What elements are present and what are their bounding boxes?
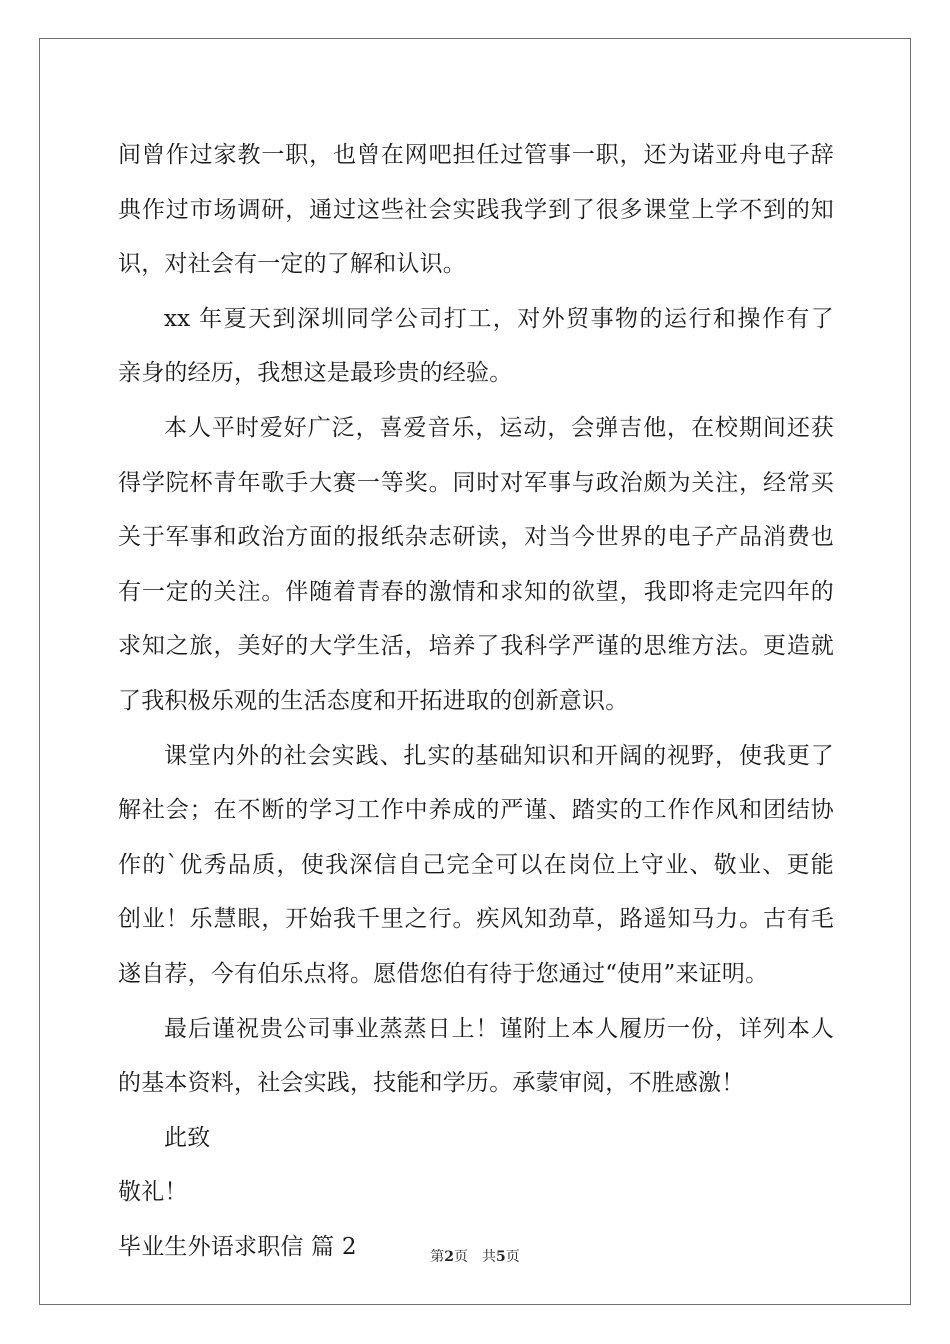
text-line: 关于军事和政治方面的报纸杂志研读，对当今世界的电子产品消费也 xyxy=(118,524,834,551)
text-line: 识，对社会有一定的了解和认识。 xyxy=(118,251,466,278)
paragraph xyxy=(118,401,834,729)
footer-total-prefix: 共 xyxy=(482,1249,496,1265)
text-line: 作的`优秀品质，使我深信自己完全可以在岗位上守业、敬业、更能 xyxy=(118,851,834,878)
text-line: 间曾作过家教一职，也曾在网吧担任过管事一职，还为诺亚舟电子辞 xyxy=(118,142,834,168)
text-line: 典作过市场调研，通过这些社会实践我学到了很多课堂上学不到的知 xyxy=(118,196,834,223)
text-line: 的基本资料，社会实践，技能和学历。承蒙审阅，不胜感激！ xyxy=(118,1070,745,1097)
paragraph xyxy=(118,1165,834,1220)
text-line: 课堂内外的社会实践、扎实的基础知识和开阔的视野，使我更了 xyxy=(164,742,834,769)
footer-prefix: 第 xyxy=(430,1249,445,1265)
text-line: xx 年夏天到深圳同学公司打工，对外贸事物的运行和操作有了 xyxy=(164,305,834,332)
footer-total-suffix: 页 xyxy=(505,1249,520,1265)
text-line: 遂自荐，今有伯乐点将。愿借您伯有待于您通过“使用”来证明。 xyxy=(118,960,769,987)
paragraph xyxy=(118,128,834,292)
footer-page-number: 2 xyxy=(444,1249,454,1265)
text-line: 本人平时爱好广泛，喜爱音乐，运动，会弹吉他，在校期间还获 xyxy=(164,414,834,441)
text-line: 得学院杯青年歌手大赛一等奖。同时对军事与政治颇为关注，经常买 xyxy=(118,469,834,496)
footer-total-pages: 5 xyxy=(496,1249,506,1265)
page-footer xyxy=(0,1246,950,1266)
text-line: 有一定的关注。伴随着青春的激情和求知的欲望，我即将走完四年的 xyxy=(118,578,834,605)
text-line: 此致 xyxy=(164,1124,211,1151)
text-line: 了我积极乐观的生活态度和开拓进取的创新意识。 xyxy=(118,687,629,714)
text-line: 求知之旅，美好的大学生活，培养了我科学严谨的思维方法。更造就 xyxy=(118,633,834,660)
document-body xyxy=(118,128,834,1274)
footer-page-suffix: 页 xyxy=(454,1249,468,1265)
paragraph xyxy=(118,1002,834,1111)
text-line: 创业！乐慧眼，开始我千里之行。疾风知劲草，路遥知马力。古有毛 xyxy=(118,906,834,933)
paragraph xyxy=(118,729,834,1002)
text-line: 敬礼！ xyxy=(118,1179,188,1206)
paragraph xyxy=(118,292,834,401)
text-line: 亲身的经历，我想这是最珍贵的经验。 xyxy=(118,360,513,387)
paragraph xyxy=(118,1111,834,1166)
text-line: 毕业生外语求职信 篇 2 xyxy=(118,1233,357,1260)
text-line: 最后谨祝贵公司事业蒸蒸日上！谨附上本人履历一份，详列本人 xyxy=(164,1015,834,1042)
text-line: 解社会；在不断的学习工作中养成的严谨、踏实的工作作风和团结协 xyxy=(118,797,834,824)
